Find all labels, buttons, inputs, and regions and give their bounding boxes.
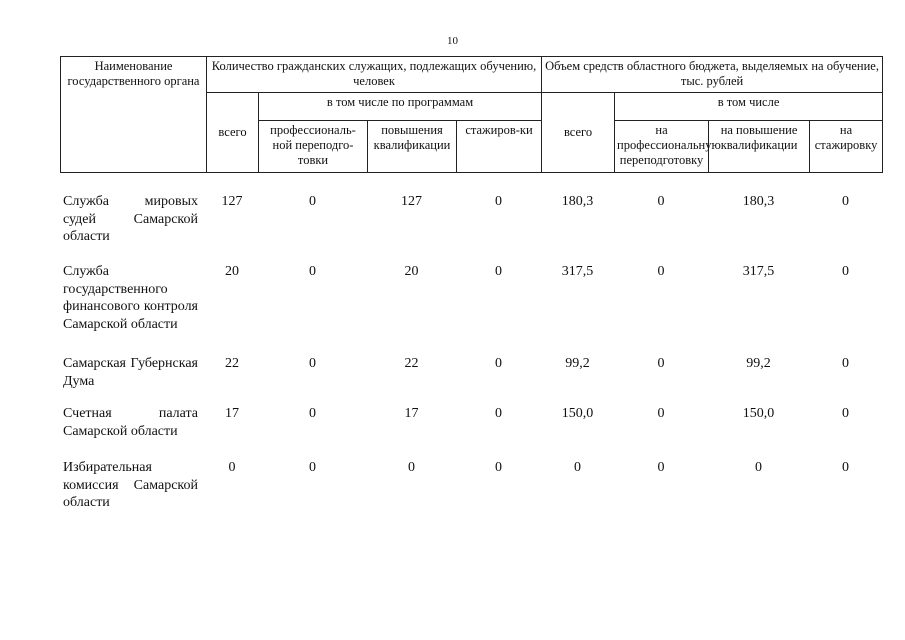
cell-budget-internship: 0: [842, 460, 849, 475]
cell-budget-retraining: 0: [657, 264, 665, 279]
cell-budget-retraining: 0: [657, 194, 665, 209]
cell-total: 20: [225, 264, 239, 279]
cell-qualification: 20: [404, 264, 419, 279]
agency-name: Служба мировых судей Самарской области: [63, 194, 198, 244]
agency-name: Самарская Губернская Дума: [63, 356, 198, 389]
table-body: [60, 193, 882, 519]
header-budget-group: Объем средств областного бюджета, выделяемых на обучение, тыс. рублей: [542, 57, 883, 93]
cell-budget-qualification: 150,0: [742, 406, 775, 421]
cell-budget-qualification: 99,2: [746, 356, 771, 371]
cell-total: 127: [221, 194, 243, 209]
cell-qualification: 17: [404, 406, 419, 421]
agency-name: Избирательная комиссия Самарской области: [63, 460, 198, 510]
cell-qualification: 127: [401, 194, 422, 209]
header-prog-retraining: профессиональ-ной переподго-товки: [259, 121, 368, 173]
cell-budget-internship: 0: [842, 264, 849, 279]
cell-budget-internship: 0: [842, 194, 849, 209]
header-including-programs: в том числе по программам: [259, 93, 542, 121]
table-row: [60, 459, 882, 519]
agency-name: Служба государственного финансового контроля Самарской области: [63, 264, 198, 332]
header-budget-retraining: на профессиональную переподготовку: [615, 121, 709, 173]
cell-internship: 0: [495, 194, 502, 209]
table-row: [60, 193, 882, 263]
header-budget-internship: на стажировку: [810, 121, 883, 173]
table-row: [60, 263, 882, 355]
header-prog-internship: стажиров-ки: [457, 121, 542, 173]
cell-retraining: 0: [309, 356, 316, 371]
cell-total: 17: [225, 406, 239, 421]
cell-retraining: 0: [309, 406, 316, 421]
header-including: в том числе: [615, 93, 883, 121]
cell-retraining: 0: [309, 460, 316, 475]
cell-qualification: 0: [408, 460, 415, 475]
header-name: Наименование государственного органа: [61, 57, 207, 173]
cell-internship: 0: [495, 264, 502, 279]
cell-budget-retraining: 0: [657, 356, 665, 371]
header-prog-qualification: повышения квалификации: [368, 121, 457, 173]
table-header: [60, 56, 883, 173]
cell-budget-total: 150,0: [561, 406, 594, 421]
page-number: 10: [447, 35, 458, 47]
cell-budget-retraining: 0: [657, 406, 665, 421]
header-budget-qualification: на повышение квалификации: [709, 121, 810, 173]
cell-budget-retraining: 0: [657, 460, 665, 475]
cell-budget-qualification: 180,3: [742, 194, 775, 209]
cell-internship: 0: [495, 406, 502, 421]
cell-budget-internship: 0: [842, 356, 849, 371]
cell-budget-qualification: 0: [755, 460, 762, 475]
cell-budget-internship: 0: [842, 406, 849, 421]
cell-total: 0: [228, 460, 236, 475]
cell-retraining: 0: [309, 264, 316, 279]
table-row: [60, 405, 882, 459]
table-row: [60, 355, 882, 405]
cell-total: 22: [225, 356, 239, 371]
cell-budget-total: 0: [574, 460, 581, 475]
cell-retraining: 0: [309, 194, 316, 209]
cell-budget-total: 99,2: [565, 356, 590, 371]
header-count-total: всего: [207, 93, 259, 173]
cell-qualification: 22: [404, 356, 419, 371]
header-budget-total: всего: [542, 93, 615, 173]
agency-name: Счетная палата Самарской области: [63, 406, 198, 439]
cell-budget-total: 317,5: [561, 264, 594, 279]
cell-budget-qualification: 317,5: [742, 264, 775, 279]
cell-budget-total: 180,3: [561, 194, 594, 209]
header-count-group: Количество гражданских служащих, подлежащих обучению, человек: [207, 57, 542, 93]
cell-internship: 0: [495, 356, 502, 371]
cell-internship: 0: [495, 460, 502, 475]
